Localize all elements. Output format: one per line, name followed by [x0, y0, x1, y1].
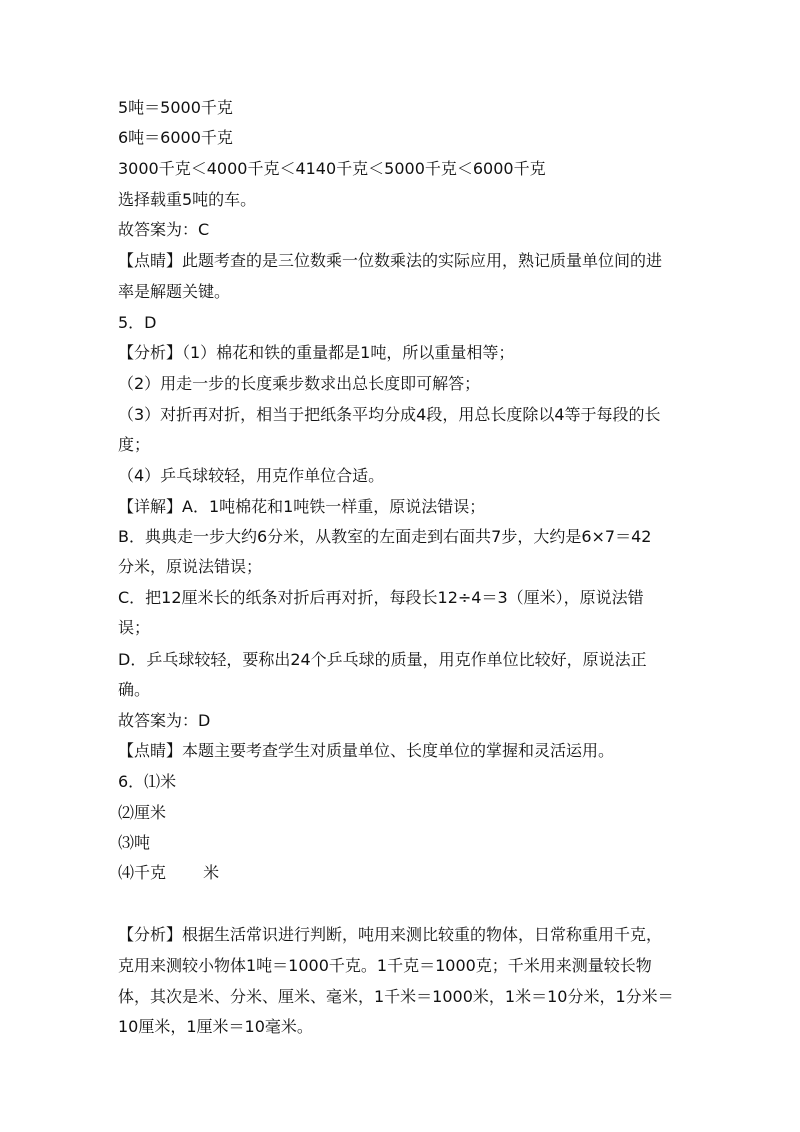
text-line: B．典典走一步大约6分米，从教室的左面走到右面共7步，大约是6×7＝42 [118, 527, 652, 546]
text-line: D．乒乓球较轻，要称出24个乒乓球的质量，用克作单位比较好，原说法正 [118, 650, 647, 669]
text-line: C．把12厘米长的纸条对折后再对折，每段长12÷4＝3（厘米），原说法错 [118, 588, 644, 607]
text-line: 误； [118, 618, 151, 637]
text-line: 3000千克＜4000千克＜4140千克＜5000千克＜6000千克 [118, 159, 546, 178]
text-line: 【分析】根据生活常识进行判断，吨用来测比较重的物体，日常称重用千克， [118, 925, 663, 944]
text-line: 选择载重5吨的车。 [118, 190, 257, 209]
text-line: 【分析】（1）棉花和铁的重量都是1吨，所以重量相等； [118, 343, 515, 362]
text-line: ⑷千克 米 [118, 863, 220, 882]
text-line: 率是解题关键。 [118, 282, 231, 301]
text-line: 【点睛】此题考查的是三位数乘一位数乘法的实际应用，熟记质量单位间的进 [118, 251, 663, 270]
text-line: 5．D [118, 313, 157, 332]
text-line: 度； [118, 435, 151, 454]
text-line: （2）用走一步的长度乘步数求出总长度即可解答； [118, 374, 481, 393]
text-line: 故答案为：C [118, 220, 210, 239]
text-line: （4）乒乓球较轻，用克作单位合适。 [118, 466, 385, 485]
text-line: 故答案为：D [118, 711, 211, 730]
text-line: 6吨＝6000千克 [118, 128, 233, 147]
text-line: （3）对折再对折，相当于把纸条平均分成4段，用总长度除以4等于每段的长 [118, 405, 661, 424]
text-line: 10厘米，1厘米＝10毫米。 [118, 1017, 313, 1036]
text-line: 6．⑴米 [118, 772, 177, 791]
text-line: 体，其次是米、分米、厘米、毫米，1千米＝1000米，1米＝10分米，1分米＝ [118, 987, 674, 1006]
text-line: 【详解】A．1吨棉花和1吨铁一样重，原说法错误； [118, 497, 486, 516]
text-line: 克用来测较小物体1吨＝1000千克。1千克＝1000克；千米用来测量较长物 [118, 956, 652, 975]
text-line: 【点睛】本题主要考查学生对质量单位、长度单位的掌握和灵活运用。 [118, 741, 615, 760]
text-line: 确。 [118, 680, 151, 699]
text-line: 分米，原说法错误； [118, 557, 263, 576]
text-line: ⑶吨 [118, 833, 151, 852]
text-line: ⑵厘米 [118, 803, 167, 822]
text-line: 5吨＝5000千克 [118, 98, 233, 117]
